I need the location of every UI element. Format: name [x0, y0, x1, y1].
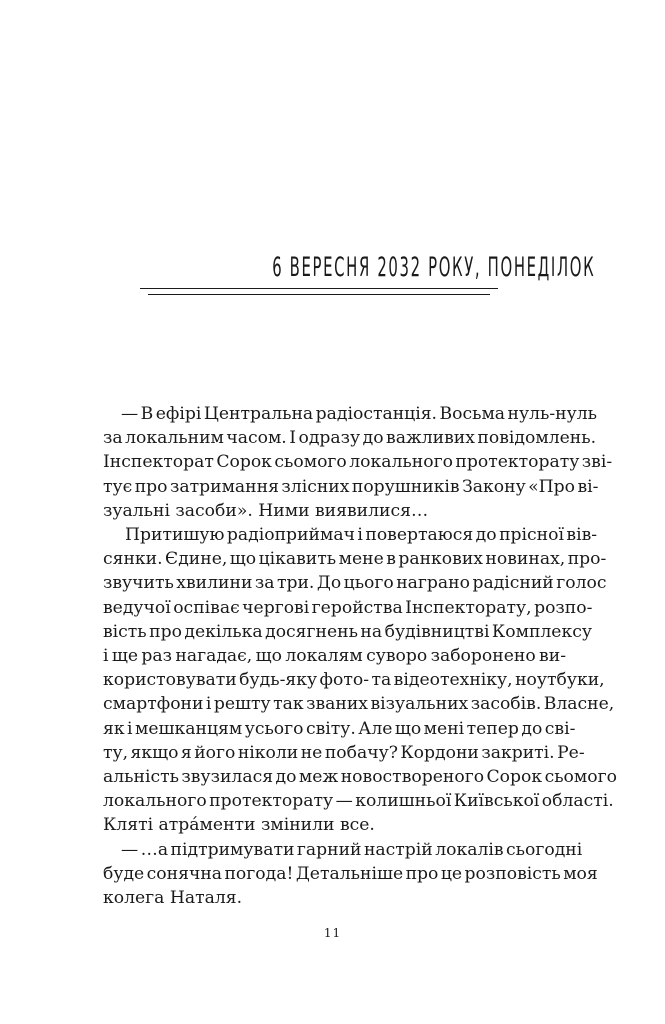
text-line: вість про декілька досягнень на будівництві Комплексу [103, 621, 592, 642]
text-line: звучить хвилини за три. До цього награно радісний голос [103, 573, 607, 594]
page-number: 11 [323, 926, 342, 940]
text-line: Інспекторат Сорок сьомого локального протекторату зві- [103, 452, 613, 473]
body-text [103, 402, 617, 910]
text-line: — …а підтримувати гарний настрій локалів сьогодні [121, 839, 583, 860]
text-line: — В ефірі Центральна радіостанція. Восьма нуль-нуль [121, 404, 598, 424]
text-line: локального протекторату — колишньої Київської області. [103, 791, 614, 812]
text-line: колега Наталя. [103, 888, 243, 909]
text-line: смартфони і решту так званих візуальних засобів. Власне, [103, 694, 615, 715]
text-line: Притишую радіоприймач і повертаюся до прісної вів- [125, 525, 598, 546]
text-line: тує про затримання злісних порушників Закону «Про ві- [103, 476, 599, 497]
text-line: буде сонячна погода! Детальніше про це розповість моя [103, 863, 598, 884]
chapter-heading [140, 250, 596, 286]
title-rule-lower [148, 294, 490, 295]
text-line: ведучої оспіває чергові геройства Інспекторату, розпо- [103, 597, 593, 618]
text-line: як і мешканцям усього світу. Але що мені тепер до сві- [103, 718, 576, 739]
text-line: користовувати будь-яку фото- та відеотехніку, ноутбуки, [103, 670, 605, 691]
chapter-title: 6 ВЕРЕСНЯ 2032 РОКУ, ПОНЕДІЛОК [272, 252, 596, 283]
text-line: і ще раз нагадає, що локалям суворо заборонено ви- [103, 646, 566, 667]
text-line: ту, якщо я його ніколи не побачу? Кордони закриті. Ре- [103, 742, 585, 763]
text-line: за локальним часом. І одразу до важливих повідомлень. [103, 428, 597, 449]
text-line: сянки. Єдине, що цікавить мене в ранкових новинах, про- [103, 549, 607, 570]
text-line: альність звузилася до меж новоствореного Сорок сьомого [103, 767, 617, 788]
text-line: зуальні засоби». Ними виявилися… [103, 500, 429, 521]
title-rule-upper [140, 288, 498, 289]
text-line: Кляті атрáменти змінили все. [103, 815, 375, 836]
